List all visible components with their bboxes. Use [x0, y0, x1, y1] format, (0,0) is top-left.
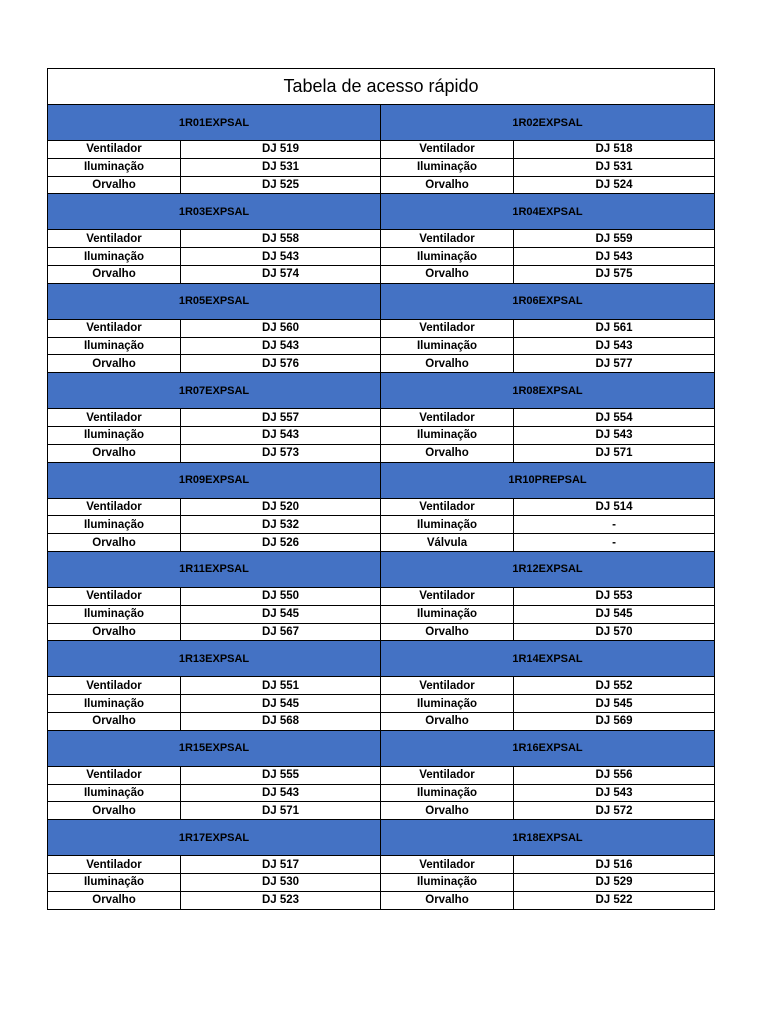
breaker-value: DJ 545 [514, 605, 715, 623]
breaker-value: DJ 553 [514, 587, 715, 605]
table-row [48, 158, 715, 176]
equipment-label: Iluminação [48, 516, 181, 534]
group-name: 1R04EXPSAL [381, 194, 715, 230]
table-row [48, 712, 715, 730]
breaker-value: DJ 525 [181, 176, 381, 194]
breaker-value: DJ 518 [514, 141, 715, 159]
equipment-label: Iluminação [381, 605, 514, 623]
breaker-value: DJ 559 [514, 230, 715, 248]
breaker-value: DJ 543 [514, 784, 715, 802]
equipment-label: Iluminação [381, 337, 514, 355]
equipment-label: Orvalho [48, 355, 181, 373]
page-title: Tabela de acesso rápido [48, 69, 715, 105]
table-row [48, 677, 715, 695]
equipment-label: Ventilador [48, 319, 181, 337]
breaker-value: DJ 576 [181, 355, 381, 373]
table-row [48, 337, 715, 355]
equipment-label: Ventilador [381, 141, 514, 159]
group-name: 1R10PREPSAL [381, 462, 715, 498]
equipment-label: Orvalho [381, 802, 514, 820]
table-row [48, 248, 715, 266]
equipment-label: Iluminação [48, 337, 181, 355]
breaker-value: - [514, 516, 715, 534]
equipment-label: Iluminação [48, 873, 181, 891]
equipment-label: Orvalho [48, 265, 181, 283]
group-header-row [48, 462, 715, 498]
equipment-label: Ventilador [48, 587, 181, 605]
group-header-row [48, 730, 715, 766]
equipment-label: Iluminação [48, 426, 181, 444]
breaker-value: DJ 517 [181, 856, 381, 874]
equipment-label: Orvalho [381, 355, 514, 373]
group-name: 1R16EXPSAL [381, 730, 715, 766]
breaker-value: DJ 574 [181, 265, 381, 283]
table-row [48, 802, 715, 820]
equipment-label: Ventilador [381, 230, 514, 248]
breaker-value: DJ 550 [181, 587, 381, 605]
table-row [48, 873, 715, 891]
table-row [48, 176, 715, 194]
table-row [48, 891, 715, 909]
breaker-value: DJ 557 [181, 409, 381, 427]
group-name: 1R13EXPSAL [48, 641, 381, 677]
table-row [48, 230, 715, 248]
table-row [48, 605, 715, 623]
table-row [48, 516, 715, 534]
breaker-value: DJ 554 [514, 409, 715, 427]
equipment-label: Ventilador [48, 856, 181, 874]
table-row [48, 498, 715, 516]
equipment-label: Orvalho [48, 534, 181, 552]
equipment-label: Iluminação [381, 873, 514, 891]
equipment-label: Ventilador [48, 409, 181, 427]
breaker-value: DJ 523 [181, 891, 381, 909]
group-header-row [48, 373, 715, 409]
group-name: 1R18EXPSAL [381, 820, 715, 856]
breaker-value: DJ 532 [181, 516, 381, 534]
breaker-value: DJ 516 [514, 856, 715, 874]
group-name: 1R06EXPSAL [381, 283, 715, 319]
equipment-label: Ventilador [48, 498, 181, 516]
breaker-value: DJ 543 [514, 337, 715, 355]
breaker-value: DJ 526 [181, 534, 381, 552]
table-row [48, 355, 715, 373]
group-name: 1R07EXPSAL [48, 373, 381, 409]
group-name: 1R17EXPSAL [48, 820, 381, 856]
breaker-value: DJ 552 [514, 677, 715, 695]
group-name: 1R11EXPSAL [48, 551, 381, 587]
group-header-row [48, 105, 715, 141]
breaker-value: - [514, 534, 715, 552]
group-header-row [48, 194, 715, 230]
equipment-label: Ventilador [381, 319, 514, 337]
equipment-label: Iluminação [48, 158, 181, 176]
table-row [48, 623, 715, 641]
breaker-value: DJ 571 [514, 444, 715, 462]
breaker-value: DJ 572 [514, 802, 715, 820]
breaker-value: DJ 530 [181, 873, 381, 891]
table-row [48, 534, 715, 552]
breaker-value: DJ 543 [181, 426, 381, 444]
breaker-value: DJ 543 [181, 337, 381, 355]
breaker-value: DJ 529 [514, 873, 715, 891]
table-row [48, 766, 715, 784]
breaker-value: DJ 568 [181, 712, 381, 730]
table-row [48, 784, 715, 802]
breaker-value: DJ 545 [514, 695, 715, 713]
equipment-label: Iluminação [381, 426, 514, 444]
equipment-label: Iluminação [48, 784, 181, 802]
equipment-label: Orvalho [48, 623, 181, 641]
equipment-label: Ventilador [48, 766, 181, 784]
breaker-value: DJ 569 [514, 712, 715, 730]
breaker-value: DJ 543 [514, 426, 715, 444]
equipment-label: Iluminação [381, 248, 514, 266]
breaker-value: DJ 558 [181, 230, 381, 248]
equipment-label: Orvalho [48, 176, 181, 194]
group-name: 1R14EXPSAL [381, 641, 715, 677]
equipment-label: Orvalho [381, 176, 514, 194]
breaker-value: DJ 545 [181, 605, 381, 623]
equipment-label: Ventilador [381, 498, 514, 516]
group-name: 1R15EXPSAL [48, 730, 381, 766]
breaker-value: DJ 575 [514, 265, 715, 283]
equipment-label: Orvalho [381, 623, 514, 641]
breaker-value: DJ 531 [181, 158, 381, 176]
group-header-row [48, 820, 715, 856]
breaker-value: DJ 560 [181, 319, 381, 337]
group-name: 1R03EXPSAL [48, 194, 381, 230]
equipment-label: Ventilador [381, 409, 514, 427]
breaker-value: DJ 555 [181, 766, 381, 784]
breaker-value: DJ 519 [181, 141, 381, 159]
equipment-label: Válvula [381, 534, 514, 552]
equipment-label: Iluminação [48, 695, 181, 713]
breaker-value: DJ 514 [514, 498, 715, 516]
equipment-label: Iluminação [381, 784, 514, 802]
table-row [48, 265, 715, 283]
breaker-value: DJ 570 [514, 623, 715, 641]
equipment-label: Orvalho [381, 712, 514, 730]
breaker-value: DJ 543 [181, 248, 381, 266]
breaker-value: DJ 577 [514, 355, 715, 373]
equipment-label: Ventilador [381, 766, 514, 784]
group-header-row [48, 283, 715, 319]
table-row [48, 319, 715, 337]
group-name: 1R08EXPSAL [381, 373, 715, 409]
breaker-value: DJ 551 [181, 677, 381, 695]
group-name: 1R01EXPSAL [48, 105, 381, 141]
equipment-label: Orvalho [48, 712, 181, 730]
group-name: 1R09EXPSAL [48, 462, 381, 498]
table-row [48, 587, 715, 605]
table-row [48, 444, 715, 462]
equipment-label: Orvalho [381, 891, 514, 909]
table-row [48, 409, 715, 427]
group-name: 1R05EXPSAL [48, 283, 381, 319]
breaker-value: DJ 522 [514, 891, 715, 909]
breaker-value: DJ 561 [514, 319, 715, 337]
equipment-label: Iluminação [381, 695, 514, 713]
group-name: 1R12EXPSAL [381, 551, 715, 587]
group-header-row [48, 641, 715, 677]
equipment-label: Iluminação [48, 248, 181, 266]
equipment-label: Ventilador [381, 677, 514, 695]
title-row [48, 69, 715, 105]
equipment-label: Ventilador [48, 677, 181, 695]
breaker-value: DJ 567 [181, 623, 381, 641]
breaker-value: DJ 573 [181, 444, 381, 462]
equipment-label: Orvalho [48, 802, 181, 820]
equipment-label: Ventilador [381, 856, 514, 874]
table-row [48, 141, 715, 159]
breaker-value: DJ 531 [514, 158, 715, 176]
breaker-value: DJ 543 [514, 248, 715, 266]
breaker-value: DJ 545 [181, 695, 381, 713]
quick-access-table [47, 68, 715, 910]
table-row [48, 426, 715, 444]
equipment-label: Orvalho [48, 891, 181, 909]
breaker-value: DJ 571 [181, 802, 381, 820]
quick-access-sheet [47, 68, 714, 910]
equipment-label: Iluminação [48, 605, 181, 623]
table-row [48, 695, 715, 713]
equipment-label: Orvalho [381, 265, 514, 283]
breaker-value: DJ 556 [514, 766, 715, 784]
breaker-value: DJ 543 [181, 784, 381, 802]
equipment-label: Orvalho [381, 444, 514, 462]
equipment-label: Orvalho [48, 444, 181, 462]
group-name: 1R02EXPSAL [381, 105, 715, 141]
equipment-label: Ventilador [48, 230, 181, 248]
table-row [48, 856, 715, 874]
equipment-label: Ventilador [48, 141, 181, 159]
equipment-label: Iluminação [381, 516, 514, 534]
breaker-value: DJ 524 [514, 176, 715, 194]
equipment-label: Ventilador [381, 587, 514, 605]
breaker-value: DJ 520 [181, 498, 381, 516]
equipment-label: Iluminação [381, 158, 514, 176]
group-header-row [48, 551, 715, 587]
